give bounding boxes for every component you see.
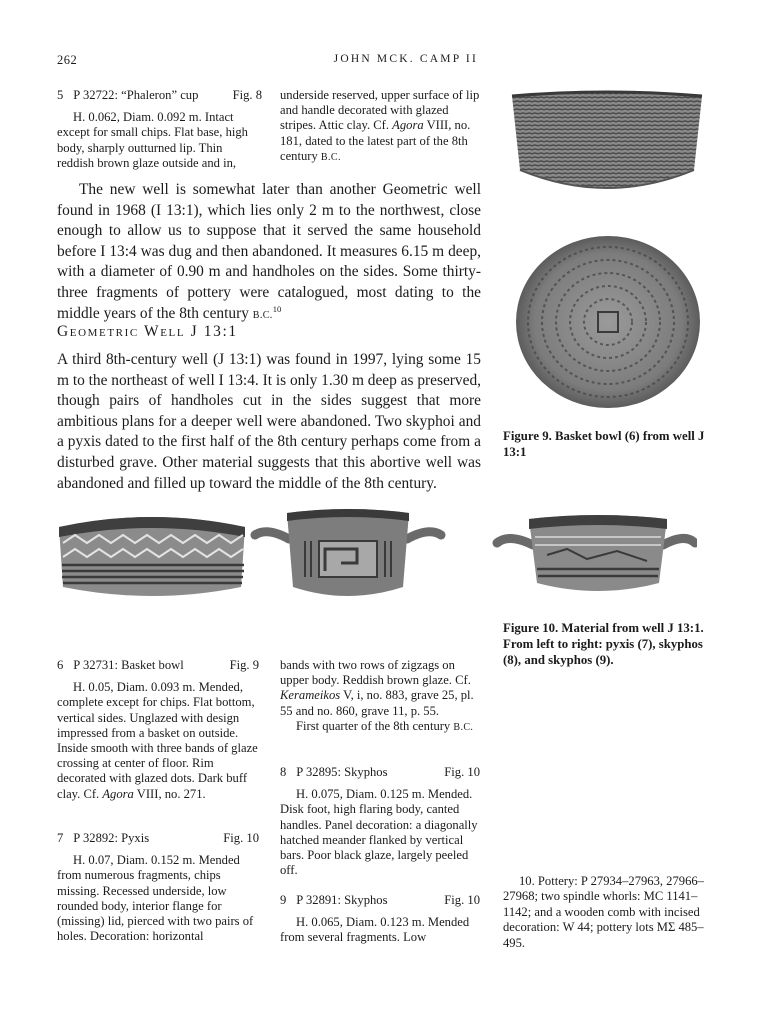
reference-title: Agora bbox=[392, 118, 424, 133]
figure-9-caption: Figure 9. Basket bowl (6) from well J 13:1 bbox=[503, 429, 705, 459]
entry-description: H. 0.075, Diam. 0.125 m. Mended. Disk foot, high flaring body, canted handles. Panel decoration: a diagonally hatched meander flanked by vertical bars. Poor black glaze, largely peeled off. bbox=[280, 787, 478, 878]
catalog-entry-9-heading bbox=[280, 893, 480, 908]
catalog-entry-7 bbox=[57, 831, 259, 944]
catalog-entry-5-right bbox=[280, 88, 480, 165]
catalog-entry-8 bbox=[280, 765, 480, 878]
entry-number: 8 bbox=[280, 765, 287, 779]
entry-number: 9 bbox=[280, 893, 287, 907]
body-paragraph-2: A third 8th-century well (J 13:1) was found in 1997, lying some 15 m to the northeast of well I 13:4. It is only 1.30 m deep as preserved, though pairs of handholes cut in the sides suggest that more ambitious plans for a deeper well were abandoned. Two skyphoi and a pyxis dated to the first half of the 8th century perhaps come from a disturbed grave. Other material suggests that this abortive well was abandoned and filled up toward the middle of the 8th century. bbox=[57, 351, 482, 492]
entry-title: P 32731: Basket bowl bbox=[73, 658, 184, 672]
figure-9-photo-bottom bbox=[510, 232, 706, 412]
figure-ref: Fig. 8 bbox=[232, 88, 262, 102]
figure-10-photos bbox=[57, 505, 697, 607]
skyphos-8-photo bbox=[255, 509, 441, 596]
entry-description-continued: bands with two rows of zigzags on upper body. Reddish brown glaze. Cf. Kerameikos V, i, no. 883, grave 25, pl. 55 and no. 860, grave 11, p. 55. bbox=[280, 658, 474, 718]
catalog-entry-5-heading bbox=[57, 88, 262, 103]
entry-number: 5 bbox=[57, 88, 64, 102]
footnote-text: Pottery: P 27934–27963, 27966–27968; two spindle whorls: MC 1141–1142; and a wooden comb with incised decoration: W 44; pottery lots ΜΣ 485–495. bbox=[503, 874, 704, 950]
pyxis-photo bbox=[59, 517, 245, 596]
body-paragraph-1: The new well is somewhat later than another Geometric well found in 1968 (I 13:1), which lies only 2 m to the northwest, close enough to allow us to suppose that it served the same household before I 13:4 was dug and then abandoned. It measures 6.15 m deep, with a diameter of 0.90 m and handholes on the sides. Some thirty-three fragments of pottery were catalogued, most dating to the middle years of the 8th century B.C.$^{10}$ bbox=[57, 181, 481, 322]
entry-description: H. 0.07, Diam. 0.152 m. Mended from numerous fragments, chips missing. Recessed underside, low rounded body, interior flange for (missing) lid, pierced with two pairs of holes. Decoration: horizontal bbox=[57, 853, 254, 944]
footnote-number: 10. bbox=[519, 874, 535, 888]
figure-ref: Fig. 9 bbox=[229, 658, 259, 672]
figure-ref: Fig. 10 bbox=[223, 831, 259, 845]
footnote bbox=[503, 874, 708, 951]
reference-title: Agora bbox=[102, 786, 134, 801]
catalog-entry-8-heading bbox=[280, 765, 480, 780]
entry-number: 7 bbox=[57, 831, 64, 845]
entry-number: 6 bbox=[57, 658, 64, 672]
catalog-entry-5-left bbox=[57, 88, 262, 171]
entry-description: H. 0.05, Diam. 0.093 m. Mended, complete except for chips. Flat bottom, vertical sides. Unglazed with design impressed from a basket on outside. Inside smooth with three bands of glaze crossing at center of floor. Rim decorated with glazed dots. Dark buff clay. Cf. Agora VIII, no. 271. bbox=[57, 680, 258, 801]
section-heading: Geometric Well J 13:1 bbox=[57, 323, 238, 340]
entry-title: P 32892: Pyxis bbox=[73, 831, 150, 845]
reference-title: Kerameikos bbox=[280, 688, 341, 703]
catalog-entry-9 bbox=[280, 893, 480, 946]
entry-description: H. 0.065, Diam. 0.123 m. Mended from several fragments. Low bbox=[280, 915, 470, 945]
entry-title: P 32895: Skyphos bbox=[296, 765, 388, 779]
running-title: JOHN MCK. CAMP II bbox=[333, 53, 478, 65]
entry-description-continued: underside reserved, upper surface of lip and handle decorated with glazed stripes. Attic clay. Cf. Agora VIII, no. 181, dated to the latest part of the 8th century B.C. bbox=[280, 88, 480, 163]
entry-title: P 32722: “Phaleron” cup bbox=[73, 88, 199, 102]
entry-date: First quarter of the 8th century B.C. bbox=[296, 718, 474, 733]
entry-title: P 32891: Skyphos bbox=[296, 893, 388, 907]
figure-10-caption: Figure 10. Material from well J 13:1. From left to right: pyxis (7), skyphos (8), and skyphos (9). bbox=[503, 621, 704, 667]
figure-ref: Fig. 10 bbox=[444, 765, 480, 779]
page-number: 262 bbox=[57, 53, 78, 67]
figure-ref: Fig. 10 bbox=[444, 893, 480, 907]
footnote-ref: 10 bbox=[272, 303, 282, 314]
entry-description: H. 0.062, Diam. 0.092 m. Intact except for small chips. Flat base, high body, sharply outturned lip. Thin reddish brown glaze outside and in, bbox=[57, 110, 248, 170]
figure-9-photo-side bbox=[508, 88, 706, 206]
catalog-entry-6 bbox=[57, 658, 259, 802]
catalog-entry-7-continued bbox=[280, 658, 480, 735]
catalog-entry-6-heading bbox=[57, 658, 259, 673]
skyphos-9-photo bbox=[497, 515, 695, 591]
catalog-entry-7-heading bbox=[57, 831, 259, 846]
